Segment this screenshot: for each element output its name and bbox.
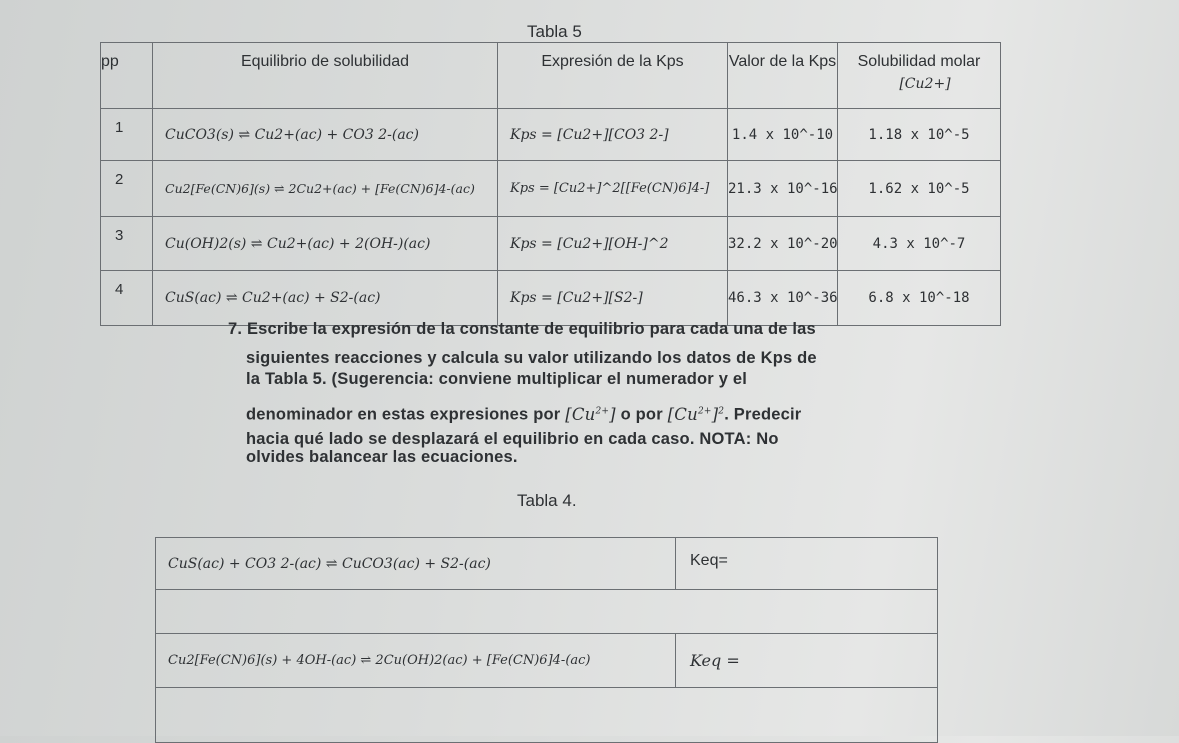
row-solubilidad: 6.8 x 10^-18 <box>838 271 1001 326</box>
row-pp: 1 <box>101 109 153 161</box>
row-valor: 21.3 x 10^-16 <box>728 161 838 217</box>
instruction-line-5: hacia qué lado se desplazará el equilibrio en cada caso. NOTA: No <box>246 430 779 448</box>
reaccion-1: CuS(ac) + CO3 2-(ac) ⇌ CuCO3(ac) + S2-(ac) <box>156 538 676 590</box>
instruction-line-3: la Tabla 5. (Sugerencia: conviene multiplicar el numerador y el <box>246 370 748 388</box>
instruction-line-4 <box>246 402 912 425</box>
header-expresion: Expresión de la Kps <box>498 43 728 109</box>
table-row <box>101 109 1001 161</box>
header-solubilidad-label: Solubilidad molar <box>857 53 981 70</box>
row-equilibrio: Cu(OH)2(s) ⇌ Cu2+(ac) + 2(OH-)(ac) <box>153 217 498 271</box>
row-pp: 3 <box>101 217 153 271</box>
tabla5-caption: Tabla 5 <box>527 22 582 41</box>
row-solubilidad: 4.3 x 10^-7 <box>838 217 1001 271</box>
tabla4-caption: Tabla 4. <box>517 491 577 510</box>
row-equilibrio: CuS(ac) ⇌ Cu2+(ac) + S2-(ac) <box>153 271 498 326</box>
header-solubilidad <box>838 43 1001 109</box>
row-valor: 32.2 x 10^-20 <box>728 217 838 271</box>
instruction-line-1: 7. Escribe la expresión de la constante de equilibrio para cada una de las <box>228 320 816 338</box>
instruction-line-4a: denominador en estas expresiones por <box>246 405 561 424</box>
table-row <box>156 590 938 634</box>
table-row <box>156 634 938 688</box>
table-row <box>156 538 938 590</box>
header-equilibrio: Equilibrio de solubilidad <box>153 43 498 109</box>
instruction-line-6: olvides balancear las ecuaciones. <box>246 448 518 466</box>
keq-field-2: Keq = <box>676 634 938 688</box>
table-row <box>101 161 1001 217</box>
blank-row <box>156 688 938 743</box>
row-expresion: Kps = [Cu2+]^2[[Fe(CN)6]4-] <box>498 161 728 217</box>
row-valor: 46.3 x 10^-36 <box>728 271 838 326</box>
keq-field-1: Keq= <box>676 538 938 590</box>
cu-ion-bracket-squared: $[Cu^{2+}]^2$ <box>667 404 725 424</box>
row-equilibrio: Cu2[Fe(CN)6](s) ⇌ 2Cu2+(ac) + [Fe(CN)6]4-(ac) <box>153 161 498 217</box>
row-equilibrio: CuCO3(s) ⇌ Cu2+(ac) + CO3 2-(ac) <box>153 109 498 161</box>
row-pp: 2 <box>101 161 153 217</box>
row-solubilidad: 1.18 x 10^-5 <box>838 109 1001 161</box>
blank-row <box>156 590 938 634</box>
table-row <box>101 271 1001 326</box>
header-solubilidad-expr: [Cu2+] <box>899 76 951 92</box>
row-expresion: Kps = [Cu2+][S2-] <box>498 271 728 326</box>
table-row <box>156 688 938 743</box>
row-expresion: Kps = [Cu2+][OH-]^2 <box>498 217 728 271</box>
instruction-line-2: siguientes reacciones y calcula su valor utilizando los datos de Kps de <box>246 349 817 367</box>
header-pp: pp <box>101 43 153 109</box>
tabla4-table <box>155 537 938 743</box>
instruction-line-4b: o por <box>620 405 663 424</box>
row-expresion: Kps = [Cu2+][CO3 2-] <box>498 109 728 161</box>
reaccion-2: Cu2[Fe(CN)6](s) + 4OH-(ac) ⇌ 2Cu(OH)2(ac) + [Fe(CN)6]4-(ac) <box>156 634 676 688</box>
row-solubilidad: 1.62 x 10^-5 <box>838 161 1001 217</box>
row-valor: 1.4 x 10^-10 <box>728 109 838 161</box>
tabla5-table <box>100 42 1001 326</box>
instruction-line-4c: . Predecir <box>724 405 802 424</box>
cu-ion-bracket: $[Cu^{2+}]$ <box>565 404 616 424</box>
row-pp: 4 <box>101 271 153 326</box>
table-row <box>101 217 1001 271</box>
table-header-row <box>101 43 1001 109</box>
header-valor: Valor de la Kps <box>728 43 838 109</box>
